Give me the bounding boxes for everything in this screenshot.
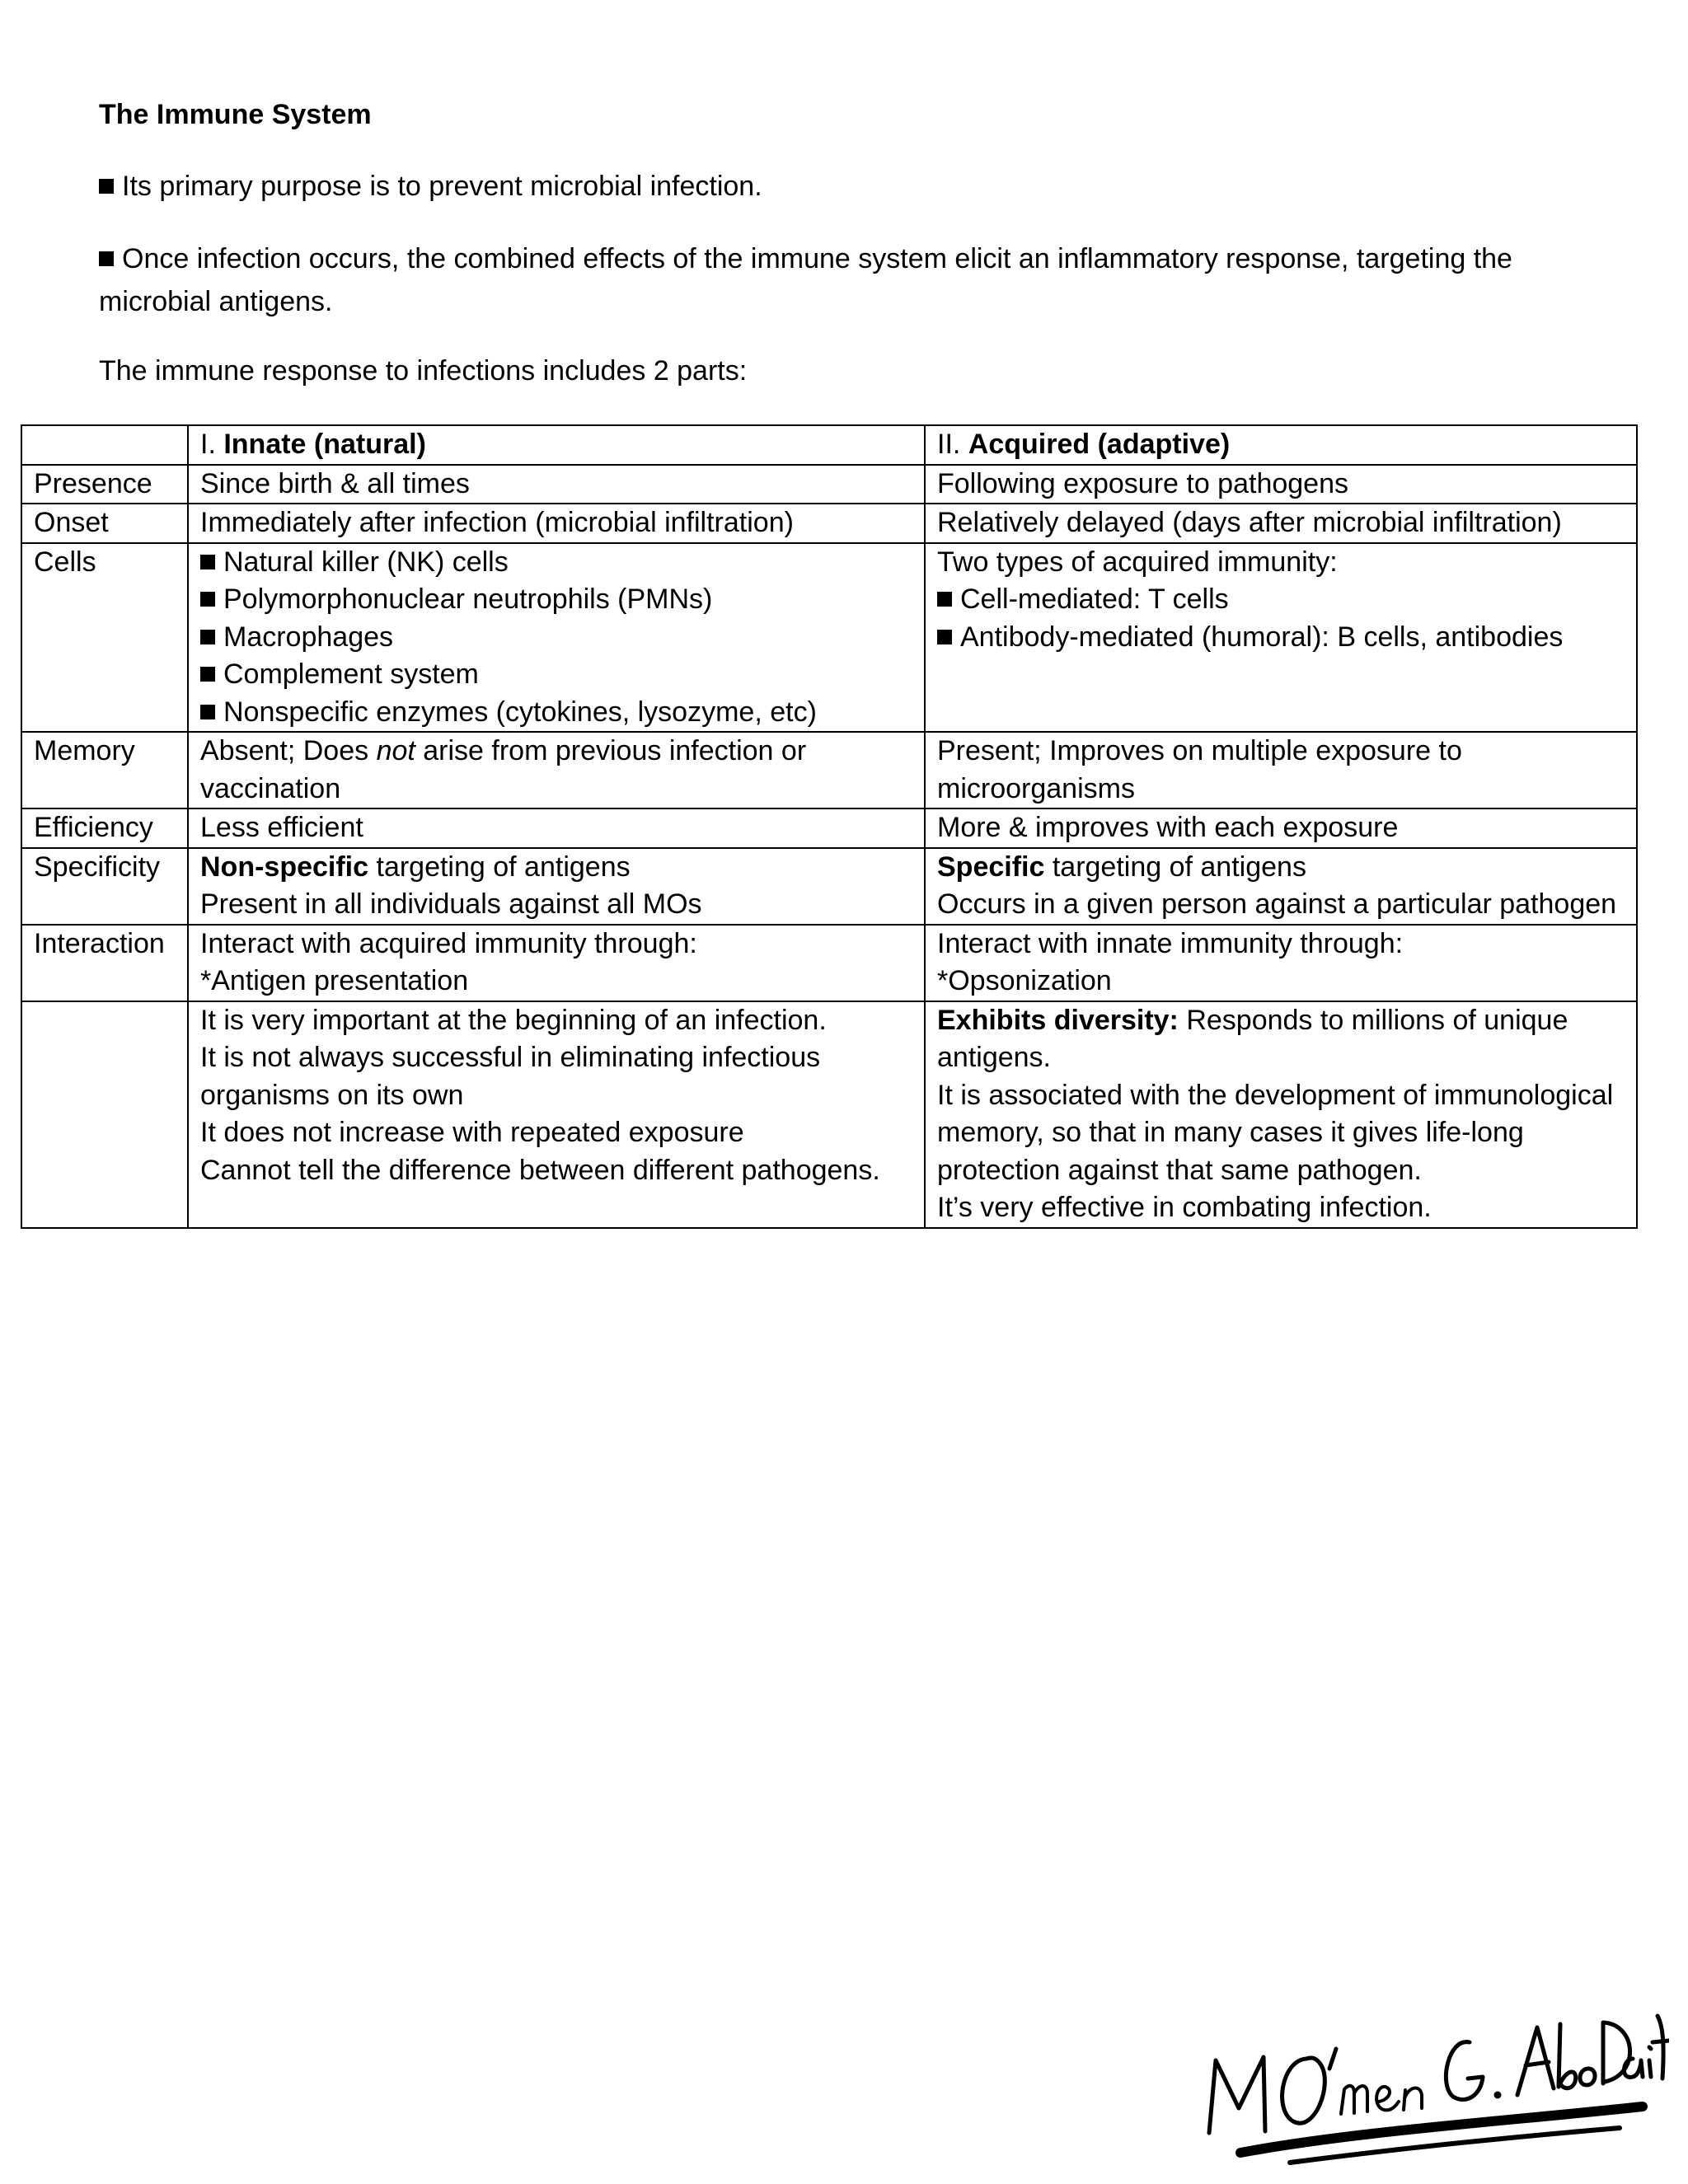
list-item: Nonspecific enzymes (cytokines, lysozyme, etc) [200, 694, 912, 732]
square-bullet-icon [99, 179, 114, 194]
square-bullet-icon [937, 630, 952, 644]
comparison-table [21, 424, 1638, 1229]
bullet-paragraph-2 [99, 237, 1566, 323]
innate-header-text: Innate (natural) [223, 429, 426, 460]
row-label-presence: Presence [21, 465, 188, 504]
memory-innate: Absent; Does not arise from previous infection or vaccination [188, 732, 925, 808]
efficiency-innate: Less efficient [188, 808, 925, 848]
acquired-header [925, 425, 1637, 465]
innate-header [188, 425, 925, 465]
table-row-interaction [21, 925, 1637, 1001]
square-bullet-icon [937, 592, 952, 607]
table-row-specificity [21, 848, 1637, 925]
notes-acquired: Exhibits diversity: Responds to millions of unique antigens. It is associated with the development of immunological memory, so that in many cases it gives life-long protection against that same pathogen. It’s very effective in combating infection. [925, 1001, 1637, 1228]
specificity-innate: Non-specific targeting of antigens Present in all individuals against all MOs [188, 848, 925, 925]
specificity-acquired: Specific targeting of antigens Occurs in a given person against a particular pathogen [925, 848, 1637, 925]
list-item: Polymorphonuclear neutrophils (PMNs) [200, 581, 912, 619]
row-label-interaction: Interaction [21, 925, 188, 1001]
cells-innate [188, 543, 925, 733]
list-item: Cell-mediated: T cells [937, 581, 1625, 619]
acquired-header-text: Acquired (adaptive) [968, 429, 1231, 460]
list-item: Macrophages [200, 619, 912, 657]
handwritten-signature [1191, 1945, 1669, 2168]
emphasis-not: not [376, 735, 415, 766]
efficiency-acquired: More & improves with each exposure [925, 808, 1637, 848]
notes-innate: It is very important at the beginning of an infection. It is not always successful in eliminating infectious organisms on its own It does not increase with repeated exposure Cannot tell the difference between different pathogens. [188, 1001, 925, 1228]
row-label-onset: Onset [21, 504, 188, 543]
row-label-cells: Cells [21, 543, 188, 733]
cells-acquired-intro: Two types of acquired immunity: [937, 546, 1338, 578]
table-row-onset [21, 504, 1637, 543]
cells-acquired [925, 543, 1637, 733]
square-bullet-icon [200, 630, 215, 644]
signature-o [1282, 2058, 1325, 2123]
table-row-presence [21, 465, 1637, 504]
page-title: The Immune System [99, 99, 372, 130]
onset-innate: Immediately after infection (microbial infiltration) [188, 504, 925, 543]
bullet-paragraph-1 [99, 165, 1566, 208]
memory-acquired: Present; Improves on multiple exposure to microorganisms [925, 732, 1637, 808]
signature-m [1209, 2057, 1265, 2133]
onset-acquired: Relatively delayed (days after microbial infiltration) [925, 504, 1637, 543]
header-empty-cell [21, 425, 188, 465]
square-bullet-icon [99, 251, 114, 266]
presence-acquired: Following exposure to pathogens [925, 465, 1637, 504]
interaction-innate: Interact with acquired immunity through: *Antigen presentation [188, 925, 925, 1001]
innate-header-prefix: I. [200, 429, 224, 460]
row-label-memory: Memory [21, 732, 188, 808]
presence-innate: Since birth & all times [188, 465, 925, 504]
signature-g [1446, 2042, 1483, 2100]
table-header-row [21, 425, 1637, 465]
bullet-2-text: Once infection occurs, the combined effects of the immune system elicit an inflammatory response, targeting the microbial antigens. [99, 243, 1512, 317]
table-row-cells [21, 543, 1637, 733]
signature-apostrophe [1329, 2049, 1336, 2069]
signature-dot [1494, 2092, 1501, 2098]
square-bullet-icon [200, 705, 215, 719]
signature-abodaif [1517, 2016, 1669, 2095]
row-label-empty [21, 1001, 188, 1228]
row-label-efficiency: Efficiency [21, 808, 188, 848]
list-item: Complement system [200, 656, 912, 694]
interaction-acquired: Interact with innate immunity through: *Opsonization [925, 925, 1637, 1001]
square-bullet-icon [200, 555, 215, 569]
table-row-notes [21, 1001, 1637, 1228]
acquired-header-prefix: II. [937, 429, 968, 460]
table-row-memory [21, 732, 1637, 808]
square-bullet-icon [200, 592, 215, 607]
signature-men [1341, 2086, 1422, 2114]
list-item: Antibody-mediated (humoral): B cells, antibodies [937, 619, 1625, 657]
square-bullet-icon [200, 667, 215, 682]
intro-paragraph: The immune response to infections includes 2 parts: [99, 355, 748, 387]
table-row-efficiency [21, 808, 1637, 848]
list-item: Natural killer (NK) cells [200, 544, 912, 582]
bullet-1-text: Its primary purpose is to prevent microbial infection. [122, 171, 762, 202]
row-label-specificity: Specificity [21, 848, 188, 925]
